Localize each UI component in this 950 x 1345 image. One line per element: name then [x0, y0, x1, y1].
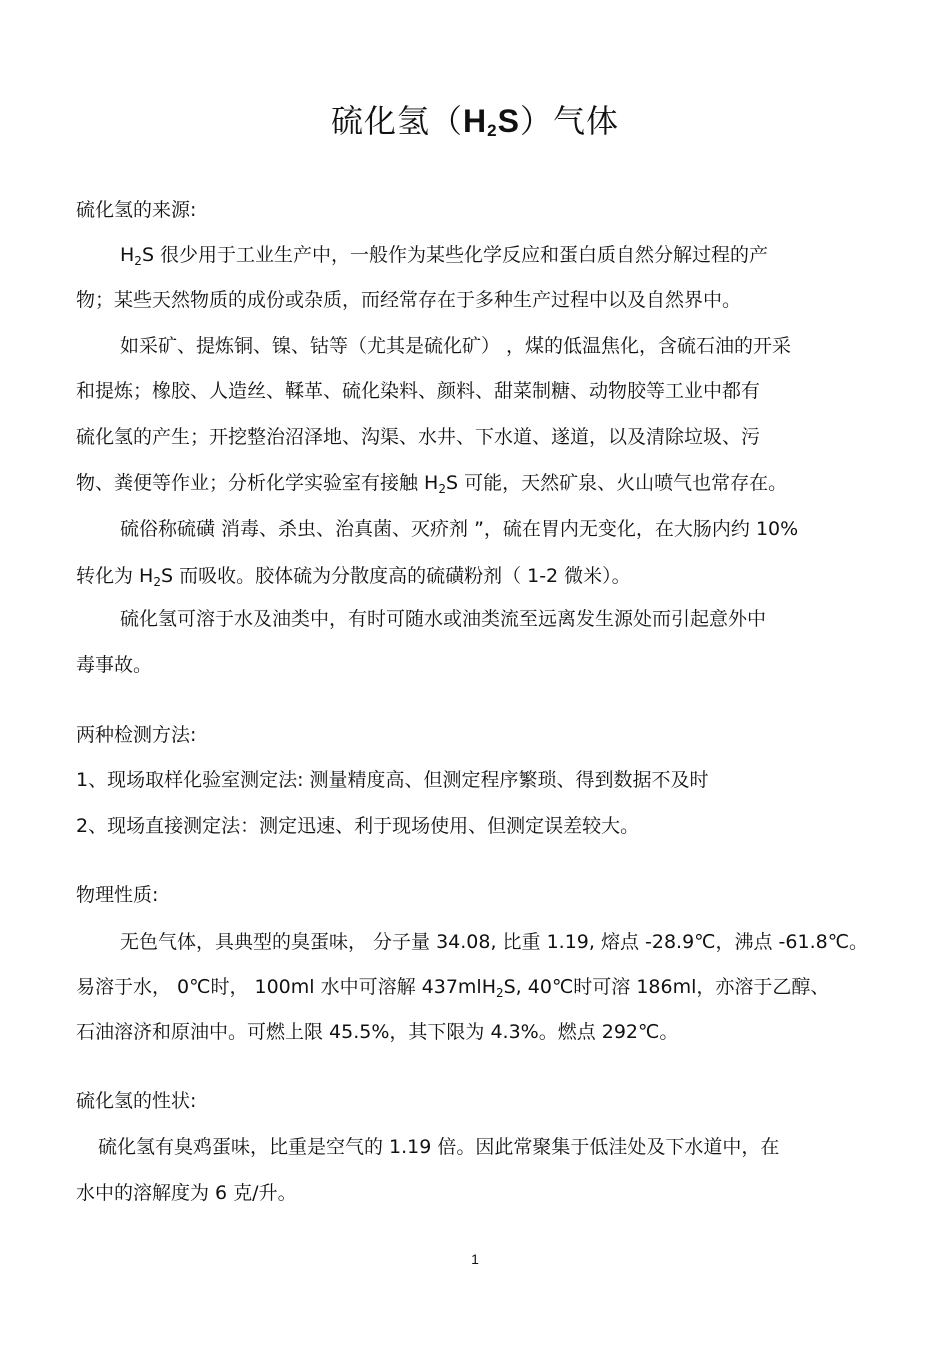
text-run: H	[120, 244, 135, 266]
paragraph-line: 硫化氢的产生；开挖整治沼泽地、沟渠、水井、下水道、遂道，以及清除垃圾、污	[76, 426, 761, 448]
text-run: S 很少用于工业生产中，一般作为某些化学反应和蛋白质自然分解过程的产	[141, 244, 769, 266]
paragraph-line	[76, 470, 787, 496]
paragraph-line	[76, 974, 829, 1000]
paragraph-line: 和提炼；橡胶、人造丝、鞣革、硫化染料、颜料、甜菜制糖、动物胶等工业中都有	[76, 380, 761, 402]
section-heading-traits: 硫化氢的性状:	[76, 1090, 197, 1112]
title-formula-s: S	[497, 103, 520, 139]
subscript: 2	[153, 575, 161, 589]
paragraph-line: 无色气体，具典型的臭蛋味， 分子量 34.08, 比重 1.19, 熔点 -28.9℃，沸点 -61.8℃。	[120, 931, 869, 953]
text-run: 物、粪便等作业；分析化学实验室有接触 H	[76, 472, 439, 494]
paragraph-line: 水中的溶解度为 6 克/升。	[76, 1182, 297, 1204]
section-heading-source: 硫化氢的来源:	[76, 199, 197, 221]
paragraph-line: 石油溶济和原油中。可燃上限 45.5%，其下限为 4.3%。燃点 292℃。	[76, 1021, 679, 1043]
paragraph-line: 毒事故。	[76, 654, 153, 676]
section-heading-methods: 两种检测方法:	[76, 724, 197, 746]
text-run: 易溶于水， 0℃时， 100ml 水中可溶解 437mlH	[76, 976, 496, 998]
text-run: 转化为 H	[76, 565, 154, 587]
text-run: S 而吸收。胶体硫为分散度高的硫磺粉剂（ 1-2 微米）。	[160, 565, 631, 587]
title-formula-h: H	[463, 103, 488, 139]
title-formula-subscript: 2	[487, 121, 498, 140]
title-prefix: 硫化氢（	[331, 102, 464, 140]
paragraph-line: 如采矿、提炼铜、镍、钴等（尤其是硫化矿） ，煤的低温焦化，含硫石油的开采	[120, 335, 792, 357]
paragraph-line	[120, 242, 768, 268]
text-run: S, 40℃时可溶 186ml，亦溶于乙醇、	[503, 976, 830, 998]
subscript: 2	[495, 986, 504, 1000]
paragraph-line: 物；某些天然物质的成份或杂质，而经常存在于多种生产过程中以及自然界中。	[76, 289, 742, 311]
paragraph-line: 硫化氢可溶于水及油类中，有时可随水或油类流至远离发生源处而引起意外中	[120, 608, 767, 630]
page-number: 1	[471, 1251, 479, 1267]
document-title	[0, 96, 950, 142]
paragraph-line: 硫俗称硫磺 消毒、杀虫、治真菌、灭疥剂 ”，硫在胃内无变化，在大肠内约 10%	[120, 518, 799, 540]
text-run: S 可能，天然矿泉、火山喷气也常存在。	[445, 472, 788, 494]
list-item: 2、现场直接测定法：测定迅速、利于现场使用、但测定误差较大。	[76, 815, 640, 837]
title-suffix: ）气体	[519, 102, 619, 140]
subscript: 2	[438, 482, 446, 496]
subscript: 2	[134, 254, 142, 268]
paragraph-line	[76, 563, 631, 589]
section-heading-physical: 物理性质:	[76, 884, 159, 906]
paragraph-line: 硫化氢有臭鸡蛋味，比重是空气的 1.19 倍。因此常聚集于低洼处及下水道中，在	[98, 1136, 780, 1158]
list-item: 1、现场取样化验室测定法: 测量精度高、但测定程序繁琐、得到数据不及时	[76, 769, 709, 791]
